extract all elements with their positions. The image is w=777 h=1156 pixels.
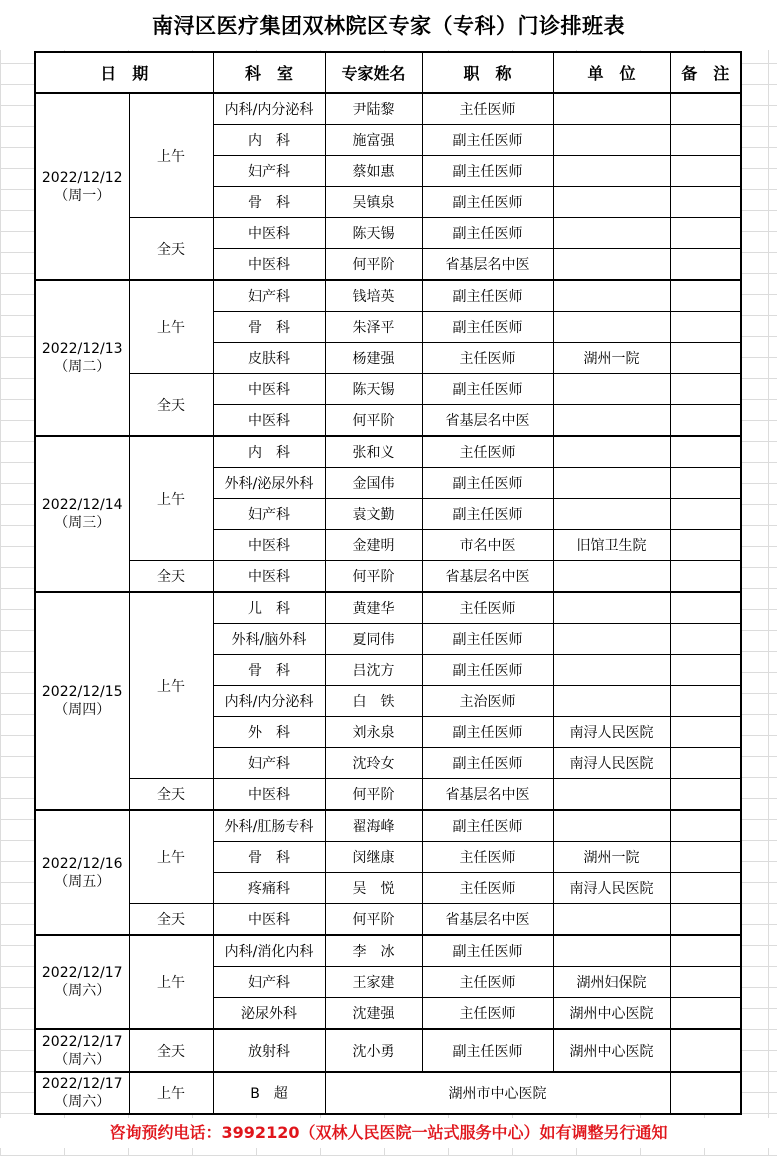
session-cell: 全天 bbox=[129, 218, 213, 281]
unit-cell bbox=[553, 904, 670, 936]
schedule-table bbox=[34, 51, 742, 1115]
header-note: 备 注 bbox=[670, 52, 741, 93]
doctor-name-cell: 沈玲女 bbox=[325, 748, 422, 779]
weekday-text: （周三） bbox=[54, 515, 111, 531]
session-cell: 上午 bbox=[129, 935, 213, 1029]
header-date: 日 期 bbox=[35, 52, 213, 93]
merged-unit-cell: 湖州市中心医院 bbox=[325, 1072, 670, 1114]
doctor-name-cell: 金建明 bbox=[325, 530, 422, 561]
note-cell bbox=[670, 343, 741, 374]
note-cell bbox=[670, 873, 741, 904]
unit-cell bbox=[553, 810, 670, 842]
dept-cell: 外科/脑外科 bbox=[213, 624, 325, 655]
unit-cell bbox=[553, 93, 670, 125]
unit-cell bbox=[553, 187, 670, 218]
session-cell: 全天 bbox=[129, 904, 213, 936]
dept-cell: 中医科 bbox=[213, 530, 325, 561]
doctor-title-cell: 主任医师 bbox=[422, 343, 553, 374]
note-cell bbox=[670, 93, 741, 125]
weekday-text: （周一） bbox=[54, 187, 111, 204]
doctor-title-cell: 市名中医 bbox=[422, 530, 553, 561]
doctor-name-cell: 闵继康 bbox=[325, 842, 422, 873]
header-dept: 科 室 bbox=[213, 52, 325, 93]
note-cell bbox=[670, 249, 741, 281]
note-cell bbox=[670, 842, 741, 873]
unit-cell bbox=[553, 156, 670, 187]
note-cell bbox=[670, 655, 741, 686]
table-row bbox=[35, 280, 741, 312]
doctor-name-cell: 何平阶 bbox=[325, 779, 422, 811]
note-cell bbox=[670, 530, 741, 561]
doctor-name-cell: 何平阶 bbox=[325, 405, 422, 437]
date-cell bbox=[35, 592, 129, 810]
unit-cell bbox=[553, 592, 670, 624]
unit-cell: 湖州中心医院 bbox=[553, 998, 670, 1030]
doctor-name-cell: 刘永泉 bbox=[325, 717, 422, 748]
unit-cell bbox=[553, 405, 670, 437]
doctor-name-cell: 何平阶 bbox=[325, 561, 422, 593]
dept-cell: 儿 科 bbox=[213, 592, 325, 624]
doctor-title-cell: 副主任医师 bbox=[422, 1029, 553, 1072]
doctor-title-cell: 副主任医师 bbox=[422, 156, 553, 187]
table-row bbox=[35, 218, 741, 249]
date-text: 2022/12/15 bbox=[41, 684, 123, 700]
doctor-name-cell: 吴镇泉 bbox=[325, 187, 422, 218]
session-cell: 全天 bbox=[129, 374, 213, 437]
session-cell: 上午 bbox=[129, 592, 213, 779]
dept-cell: 骨 科 bbox=[213, 842, 325, 873]
doctor-name-cell: 钱培英 bbox=[325, 280, 422, 312]
weekday-text: （周六） bbox=[54, 1094, 111, 1110]
unit-cell bbox=[553, 624, 670, 655]
unit-cell bbox=[553, 218, 670, 249]
session-cell: 全天 bbox=[129, 779, 213, 811]
session-cell: 上午 bbox=[129, 280, 213, 374]
doctor-title-cell: 主任医师 bbox=[422, 592, 553, 624]
dept-cell: 泌尿外科 bbox=[213, 998, 325, 1030]
page-title: 南浔区医疗集团双林院区专家（专科）门诊排班表 bbox=[0, 0, 777, 50]
unit-cell bbox=[553, 436, 670, 468]
unit-cell: 湖州一院 bbox=[553, 343, 670, 374]
dept-cell: 外科/泌尿外科 bbox=[213, 468, 325, 499]
weekday-text: （周六） bbox=[54, 983, 111, 999]
doctor-name-cell: 尹陆黎 bbox=[325, 93, 422, 125]
unit-cell bbox=[553, 468, 670, 499]
table-row bbox=[35, 436, 741, 468]
note-cell bbox=[670, 280, 741, 312]
dept-cell: 中医科 bbox=[213, 249, 325, 281]
weekday-text: （周六） bbox=[54, 1051, 111, 1068]
note-cell bbox=[670, 561, 741, 593]
doctor-title-cell: 副主任医师 bbox=[422, 280, 553, 312]
note-cell bbox=[670, 904, 741, 936]
note-cell bbox=[670, 592, 741, 624]
session-cell: 上午 bbox=[129, 1072, 213, 1114]
dept-cell: 妇产科 bbox=[213, 748, 325, 779]
dept-cell: 内科/内分泌科 bbox=[213, 686, 325, 717]
note-cell bbox=[670, 998, 741, 1030]
date-text: 2022/12/14 bbox=[41, 497, 123, 513]
date-cell bbox=[35, 280, 129, 436]
note-cell bbox=[670, 967, 741, 998]
session-cell: 全天 bbox=[129, 1029, 213, 1072]
note-cell bbox=[670, 748, 741, 779]
doctor-title-cell: 主治医师 bbox=[422, 686, 553, 717]
dept-cell: 骨 科 bbox=[213, 655, 325, 686]
weekday-text: （周四） bbox=[54, 702, 111, 718]
unit-cell: 旧馆卫生院 bbox=[553, 530, 670, 561]
unit-cell: 南浔人民医院 bbox=[553, 873, 670, 904]
doctor-name-cell: 朱泽平 bbox=[325, 312, 422, 343]
doctor-title-cell: 副主任医师 bbox=[422, 187, 553, 218]
doctor-title-cell: 副主任医师 bbox=[422, 312, 553, 343]
unit-cell: 南浔人民医院 bbox=[553, 717, 670, 748]
dept-cell: 外 科 bbox=[213, 717, 325, 748]
unit-cell bbox=[553, 374, 670, 405]
note-cell bbox=[670, 125, 741, 156]
table-row bbox=[35, 374, 741, 405]
doctor-name-cell: 沈建强 bbox=[325, 998, 422, 1030]
dept-cell: 外科/肛肠专科 bbox=[213, 810, 325, 842]
doctor-title-cell: 副主任医师 bbox=[422, 624, 553, 655]
doctor-title-cell: 副主任医师 bbox=[422, 810, 553, 842]
note-cell bbox=[670, 624, 741, 655]
dept-cell: 中医科 bbox=[213, 374, 325, 405]
doctor-name-cell: 袁文勤 bbox=[325, 499, 422, 530]
doctor-name-cell: 何平阶 bbox=[325, 249, 422, 281]
table-row bbox=[35, 561, 741, 593]
doctor-name-cell: 金国伟 bbox=[325, 468, 422, 499]
dept-cell: B 超 bbox=[213, 1072, 325, 1114]
unit-cell: 湖州一院 bbox=[553, 842, 670, 873]
date-cell bbox=[35, 436, 129, 592]
session-cell: 上午 bbox=[129, 810, 213, 904]
dept-cell: 骨 科 bbox=[213, 312, 325, 343]
dept-cell: 妇产科 bbox=[213, 967, 325, 998]
note-cell bbox=[670, 156, 741, 187]
note-cell bbox=[670, 218, 741, 249]
doctor-title-cell: 副主任医师 bbox=[422, 717, 553, 748]
doctor-title-cell: 主任医师 bbox=[422, 967, 553, 998]
note-cell bbox=[670, 187, 741, 218]
date-cell bbox=[35, 935, 129, 1029]
date-cell bbox=[35, 1072, 129, 1114]
weekday-text: （周二） bbox=[54, 359, 111, 375]
table-row bbox=[35, 904, 741, 936]
dept-cell: 皮肤科 bbox=[213, 343, 325, 374]
unit-cell bbox=[553, 686, 670, 717]
header-row bbox=[35, 52, 741, 93]
table-row bbox=[35, 1029, 741, 1072]
doctor-title-cell: 主任医师 bbox=[422, 93, 553, 125]
doctor-title-cell: 副主任医师 bbox=[422, 468, 553, 499]
doctor-title-cell: 主任医师 bbox=[422, 873, 553, 904]
dept-cell: 疼痛科 bbox=[213, 873, 325, 904]
doctor-name-cell: 黄建华 bbox=[325, 592, 422, 624]
doctor-name-cell: 蔡如惠 bbox=[325, 156, 422, 187]
date-text: 2022/12/12 bbox=[41, 169, 123, 186]
doctor-name-cell: 杨建强 bbox=[325, 343, 422, 374]
dept-cell: 中医科 bbox=[213, 904, 325, 936]
table-row bbox=[35, 1072, 741, 1114]
dept-cell: 中医科 bbox=[213, 779, 325, 811]
doctor-title-cell: 副主任医师 bbox=[422, 655, 553, 686]
doctor-name-cell: 陈天锡 bbox=[325, 374, 422, 405]
dept-cell: 中医科 bbox=[213, 218, 325, 249]
table-row bbox=[35, 935, 741, 967]
doctor-name-cell: 施富强 bbox=[325, 125, 422, 156]
date-text: 2022/12/17 bbox=[41, 965, 123, 981]
doctor-title-cell: 主任医师 bbox=[422, 842, 553, 873]
dept-cell: 妇产科 bbox=[213, 156, 325, 187]
note-cell bbox=[670, 312, 741, 343]
doctor-title-cell: 副主任医师 bbox=[422, 218, 553, 249]
unit-cell bbox=[553, 935, 670, 967]
note-cell bbox=[670, 810, 741, 842]
dept-cell: 中医科 bbox=[213, 405, 325, 437]
doctor-title-cell: 副主任医师 bbox=[422, 125, 553, 156]
doctor-name-cell: 夏同伟 bbox=[325, 624, 422, 655]
doctor-name-cell: 李 冰 bbox=[325, 935, 422, 967]
note-cell bbox=[670, 468, 741, 499]
doctor-title-cell: 省基层名中医 bbox=[422, 904, 553, 936]
doctor-title-cell: 省基层名中医 bbox=[422, 405, 553, 437]
note-cell bbox=[670, 935, 741, 967]
doctor-title-cell: 副主任医师 bbox=[422, 374, 553, 405]
date-text: 2022/12/16 bbox=[41, 855, 123, 872]
unit-cell bbox=[553, 779, 670, 811]
doctor-title-cell: 主任医师 bbox=[422, 998, 553, 1030]
doctor-name-cell: 吴 悦 bbox=[325, 873, 422, 904]
doctor-title-cell: 省基层名中医 bbox=[422, 249, 553, 281]
doctor-name-cell: 白 铁 bbox=[325, 686, 422, 717]
table-row bbox=[35, 810, 741, 842]
dept-cell: 内科/内分泌科 bbox=[213, 93, 325, 125]
unit-cell bbox=[553, 499, 670, 530]
doctor-title-cell: 副主任医师 bbox=[422, 935, 553, 967]
table-row bbox=[35, 592, 741, 624]
dept-cell: 内 科 bbox=[213, 125, 325, 156]
dept-cell: 妇产科 bbox=[213, 280, 325, 312]
doctor-title-cell: 副主任医师 bbox=[422, 748, 553, 779]
doctor-name-cell: 陈天锡 bbox=[325, 218, 422, 249]
note-cell bbox=[670, 436, 741, 468]
header-title: 职 称 bbox=[422, 52, 553, 93]
unit-cell bbox=[553, 312, 670, 343]
weekday-text: （周五） bbox=[54, 873, 111, 890]
table-row bbox=[35, 93, 741, 125]
note-cell bbox=[670, 405, 741, 437]
note-cell bbox=[670, 779, 741, 811]
header-unit: 单 位 bbox=[553, 52, 670, 93]
date-text: 2022/12/17 bbox=[41, 1076, 123, 1092]
unit-cell bbox=[553, 655, 670, 686]
session-cell: 全天 bbox=[129, 561, 213, 593]
unit-cell: 湖州妇保院 bbox=[553, 967, 670, 998]
unit-cell bbox=[553, 561, 670, 593]
dept-cell: 骨 科 bbox=[213, 187, 325, 218]
unit-cell bbox=[553, 249, 670, 281]
doctor-name-cell: 沈小勇 bbox=[325, 1029, 422, 1072]
doctor-name-cell: 翟海峰 bbox=[325, 810, 422, 842]
dept-cell: 中医科 bbox=[213, 561, 325, 593]
date-cell bbox=[35, 93, 129, 280]
header-name: 专家姓名 bbox=[325, 52, 422, 93]
doctor-name-cell: 吕沈方 bbox=[325, 655, 422, 686]
note-cell bbox=[670, 686, 741, 717]
doctor-name-cell: 张和义 bbox=[325, 436, 422, 468]
note-cell bbox=[670, 717, 741, 748]
date-cell bbox=[35, 810, 129, 935]
unit-cell: 南浔人民医院 bbox=[553, 748, 670, 779]
table-row bbox=[35, 779, 741, 811]
date-cell bbox=[35, 1029, 129, 1072]
date-text: 2022/12/13 bbox=[41, 341, 123, 357]
doctor-name-cell: 何平阶 bbox=[325, 904, 422, 936]
unit-cell bbox=[553, 280, 670, 312]
note-cell bbox=[670, 1072, 741, 1114]
unit-cell bbox=[553, 125, 670, 156]
doctor-title-cell: 副主任医师 bbox=[422, 499, 553, 530]
note-cell bbox=[670, 1029, 741, 1072]
doctor-title-cell: 省基层名中医 bbox=[422, 779, 553, 811]
contact-footer: 咨询预约电话：3992120（双林人民医院一站式服务中心）如有调整另行通知 bbox=[0, 1118, 777, 1148]
dept-cell: 内 科 bbox=[213, 436, 325, 468]
doctor-name-cell: 王家建 bbox=[325, 967, 422, 998]
doctor-title-cell: 省基层名中医 bbox=[422, 561, 553, 593]
note-cell bbox=[670, 374, 741, 405]
doctor-title-cell: 主任医师 bbox=[422, 436, 553, 468]
note-cell bbox=[670, 499, 741, 530]
dept-cell: 内科/消化内科 bbox=[213, 935, 325, 967]
dept-cell: 妇产科 bbox=[213, 499, 325, 530]
date-text: 2022/12/17 bbox=[41, 1033, 123, 1050]
dept-cell: 放射科 bbox=[213, 1029, 325, 1072]
unit-cell: 湖州中心医院 bbox=[553, 1029, 670, 1072]
session-cell: 上午 bbox=[129, 436, 213, 561]
session-cell: 上午 bbox=[129, 93, 213, 218]
